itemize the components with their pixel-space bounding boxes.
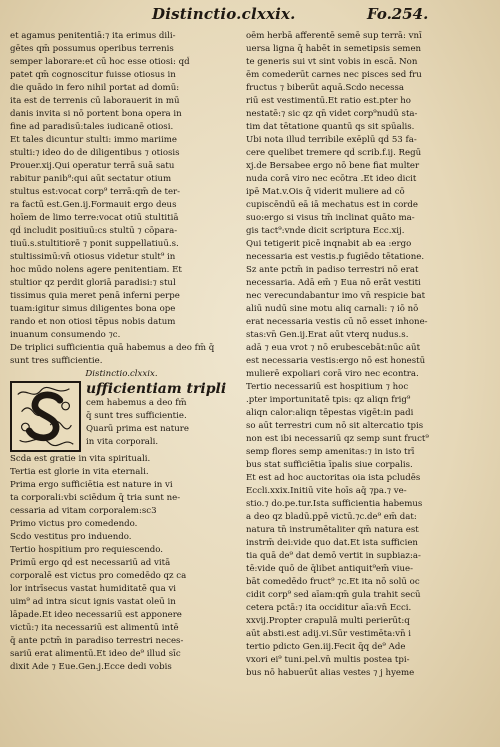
text-line: erat necessaria vestis cū nō esset inhone- xyxy=(246,317,428,327)
initial-text-line: cem habemus a deo fm̄ xyxy=(86,398,187,408)
text-line: fructus ⁊ biberūt aquā.Scdo necessa xyxy=(246,83,405,93)
text-line: uersa ligna q̄ habēt in semetipsis semen xyxy=(246,44,422,54)
text-line: inuanum consumendo ⁊c. xyxy=(10,330,121,340)
text-line: fine ad paradisū:tales iudicanē otiosi. xyxy=(10,122,174,132)
text-line: Et est ad hoc auctoritas oia ista pcludēs xyxy=(246,473,421,483)
text-line: uim⁹ ad intra sicut ignis vastat oleū in xyxy=(10,597,176,607)
text-line: cere quelibet tremere qd̄ scrib.f.ij. Regū xyxy=(246,148,422,158)
text-line: aliū nudū sine motu aliq carnali: ⁊ iō nō xyxy=(246,304,419,314)
text-line: te generis sui vt sint vobis in escā. Non xyxy=(246,57,418,67)
text-line: aliqn calor:aliqn tēpestas vigēt:in padi xyxy=(246,408,414,418)
text-line: nec verecundabantur imo vn̄ respicie bat xyxy=(246,291,426,301)
text-line: corporalē est victus pro comedēdo qz ca xyxy=(10,571,187,581)
text-line: cidit corp⁹ sed aīam:qm̄ gula trahit secū xyxy=(246,590,421,600)
text-line: victū:⁊ ita necessariū est alimentū intē xyxy=(10,623,179,633)
text-line: tim dat tētatione quantū qs sit spūalis. xyxy=(246,122,415,132)
text-line: natura tn̄ instrumētaliter qm̄ natura est xyxy=(246,525,419,535)
text-line: .pter importunitatē tpis: qz aliqn frig⁹ xyxy=(246,395,411,405)
right-column xyxy=(246,30,480,680)
text-line: xj.de Bersabee ergo nō bene fiat multer xyxy=(246,161,420,171)
text-line: tuam:igitur simus diligentes bona ope xyxy=(10,304,176,314)
text-line: stultissimū:vn̄ otiosus videtur stult⁹ in xyxy=(10,252,176,262)
text-line: Tertia est glorie in vita eternali. xyxy=(10,467,149,477)
text-line: tē:vide quō de q̄libet antiquit⁹em̄ viue- xyxy=(246,564,414,574)
text-line: lor intrīsecus vastat humiditatē qua vi xyxy=(10,584,177,594)
text-line: stultus est:vocat corp⁹ terrā:qm̄ de ter- xyxy=(10,187,181,197)
decorated-initial-s-icon xyxy=(10,381,81,452)
text-line: die quādo in fero nihil portat ad domū: xyxy=(10,83,180,93)
text-line: ta corporali:vbi sciēdum q̄ tria sunt ne- xyxy=(10,493,181,503)
text-line: ēm comederūt carnes nec pisces sed fru xyxy=(246,70,422,80)
text-line: necessaria est vestis.p fugiēdo tētatione. xyxy=(246,252,425,262)
text-line: est necessaria vestis:ergo nō est honestū xyxy=(246,356,426,366)
text-line: gētes qm̄ possumus operibus terrenis xyxy=(10,44,174,54)
text-line: ra factū est.Gen.ij.Formauit ergo deus xyxy=(10,200,177,210)
text-line: et agamus penitentiā:⁊ ita erimus dili- xyxy=(10,31,176,41)
text-line: riū est vestimentū.Et ratio est.pter ho xyxy=(246,96,411,106)
text-line: ipē Mat.v.Ois q̄ viderit muliere ad cō xyxy=(246,187,405,197)
text-line: gis tact⁹:vnde dicit scriptura Ecc.xij. xyxy=(246,226,405,236)
text-line: aūt absti.est adij.vi.Sūr vestimēta:vn̄ i xyxy=(246,629,411,639)
text-line: semper laborare:et cū hoc esse otiosi: qd̄ xyxy=(10,57,190,67)
text-line: Tertio hospitium pro requiescendo. xyxy=(10,545,164,555)
text-line: Tertio necessariū est hospitium ⁊ hoc xyxy=(246,382,409,392)
text-line: non est ibi necessariū qz semp sunt fruct⁹ xyxy=(246,434,429,444)
chapter-heading: Distinctio.clxxix. xyxy=(85,369,158,379)
text-line: danis invita si nō portent bona opera in xyxy=(10,109,182,119)
text-line: bus stat sufficiētia īpalis siue corpalis. xyxy=(246,460,413,470)
text-line: Primū ergo qd̄ est necessariū ad vitā xyxy=(10,558,171,568)
initial-text-line: q̄ sunt tres sufficientie. xyxy=(86,411,187,421)
text-line: instrm̄ dei:vide quo dat.Et ista sufficien xyxy=(246,538,418,548)
text-line: Qui tetigerit picē inqnabit ab ea :ergo xyxy=(246,239,412,249)
running-title: Distinctio.clxxix. xyxy=(152,5,296,23)
text-line: so aūt terrestri cum nō sit altercatio tpis xyxy=(246,421,424,431)
text-line: tissimus quia meret penā inferni perpe xyxy=(10,291,180,301)
text-line: Scda est gratie in vita spirituali. xyxy=(10,454,151,464)
text-line: nuda corā viro nec ecōtra .Et ideo dicit xyxy=(246,174,417,184)
text-line: patet qm̄ cognoscitur fuisse otiosus in xyxy=(10,70,176,80)
text-line: cetera pctā:⁊ ita occiditur aīa:vn̄ Ecci. xyxy=(246,603,412,613)
left-column xyxy=(10,30,233,674)
text-line: stio.⁊ do.pe.tur.Ista sufficientia habemus xyxy=(246,499,423,509)
text-line: hoīem de limo terre:vocat otiū stultitiā xyxy=(10,213,179,223)
text-line: qd̄ includit positiuū:cs stultū ⁊ cōpara- xyxy=(10,226,178,236)
text-line: stulti:⁊ ideo do de diligentibus ⁊ otiosis xyxy=(10,148,180,158)
text-line: Ubi nota illud terribile exēplū qd̄ 53 fa- xyxy=(246,135,417,145)
text-line: sariū erat alimentū.Et ideo de⁹ illud sīc xyxy=(10,649,181,659)
text-line: Scdo vestitus pro induendo. xyxy=(10,532,132,542)
text-line: tia quā de⁹ dat demō vertit in supbiaz:a- xyxy=(246,551,421,561)
text-line: stas:vn̄ Gen.ij.Erat aūt vterq nudus.s. xyxy=(246,330,409,340)
text-line: stultior qz perdit gloriā paradisi:⁊ stul xyxy=(10,278,176,288)
text-line: tertio pdicto Gen.iij.Fecit q̄q de⁹ Ade xyxy=(246,642,406,652)
text-line: nestatē:⁊ sic qz qn̄ videt corp⁹nudū sta- xyxy=(246,109,418,119)
folio-number: Fo.254. xyxy=(367,5,429,23)
text-line: vxori ei⁹ tuni.pel.vn̄ multis postea tpi- xyxy=(246,655,410,665)
text-line: Primo victus pro comedendo. xyxy=(10,519,138,529)
text-line: mulierē expoliari corā viro nec econtra. xyxy=(246,369,419,379)
text-line: dixit Ade ⁊ Eue.Gen.j.Ecce dedi vobis xyxy=(10,662,172,672)
text-line: Sz ante pctm̄ in padiso terrestri nō erat xyxy=(246,265,419,275)
text-line: xxvij.Propter crapulā multi perierūt:q xyxy=(246,616,410,626)
text-line: necessaria. Adā em̄ ⁊ Eua nō erāt vestiti xyxy=(246,278,421,288)
text-line: cessaria ad vitam corporalem:sc3 xyxy=(10,506,157,516)
text-line: bāt comedēdo fruct⁹ ⁊c.Et ita nō solū oc xyxy=(246,577,420,587)
text-line: q̄ ante pctm̄ in paradiso terrestri neces- xyxy=(10,636,184,646)
text-line: cupiscēndū eā iā mechatus est in corde xyxy=(246,200,418,210)
text-line: Prouer.xij.Qui operatur terrā suā satu xyxy=(10,161,175,171)
page-header xyxy=(0,3,500,25)
text-line: bus nō habuerūt alias vestes ⁊ j hyeme xyxy=(246,668,415,678)
text-line: a deo qz bladū.ppē victū.⁊c.de⁹ em̄ dat: xyxy=(246,512,417,522)
text-line: Eccli.xxix.Initiū vite hoīs aq̄ ⁊pa.⁊ ve- xyxy=(246,486,407,496)
initial-text-line: Quarū prima est nature xyxy=(86,424,189,434)
text-line: semp flores semp amenitas:⁊ in isto trī xyxy=(246,447,415,457)
text-line: Et tales dicuntur stulti: immo mariime xyxy=(10,135,178,145)
text-line: oēm herbā afferentē semē sup terrā: vnī xyxy=(246,31,422,41)
text-line: tiuū.s.stultitiorē ⁊ ponit suppellatiuū.s. xyxy=(10,239,179,249)
text-line: rabitur panib⁹:qui aūt sectatur otium xyxy=(10,174,172,184)
text-line: lāpade.Et ideo necessariū est apponere xyxy=(10,610,182,620)
initial-text-line: ufficientiam tripli xyxy=(86,381,227,397)
text-line: adā ⁊ eua vrot ⁊ nō erubescebāt:nūc aūt xyxy=(246,343,421,353)
text-line: hoc mūdo nolens agere penitentiam. Et xyxy=(10,265,182,275)
text-line: Prima ergo sufficiētia est nature in vi xyxy=(10,480,173,490)
text-line: suo:ergo si visus tm̄ inclinat quāto ma- xyxy=(246,213,415,223)
chapter-summary: De triplici sufficientia quā habemus a deo fm̄ q̄ sunt tres sufficientie. xyxy=(10,343,215,366)
text-line: rando et non otiosi tēpus nobis datum xyxy=(10,317,176,327)
text-line: ita est de terrenis cū laborauerit in mū xyxy=(10,96,180,106)
initial-text-line: in vita corporali. xyxy=(86,437,159,447)
